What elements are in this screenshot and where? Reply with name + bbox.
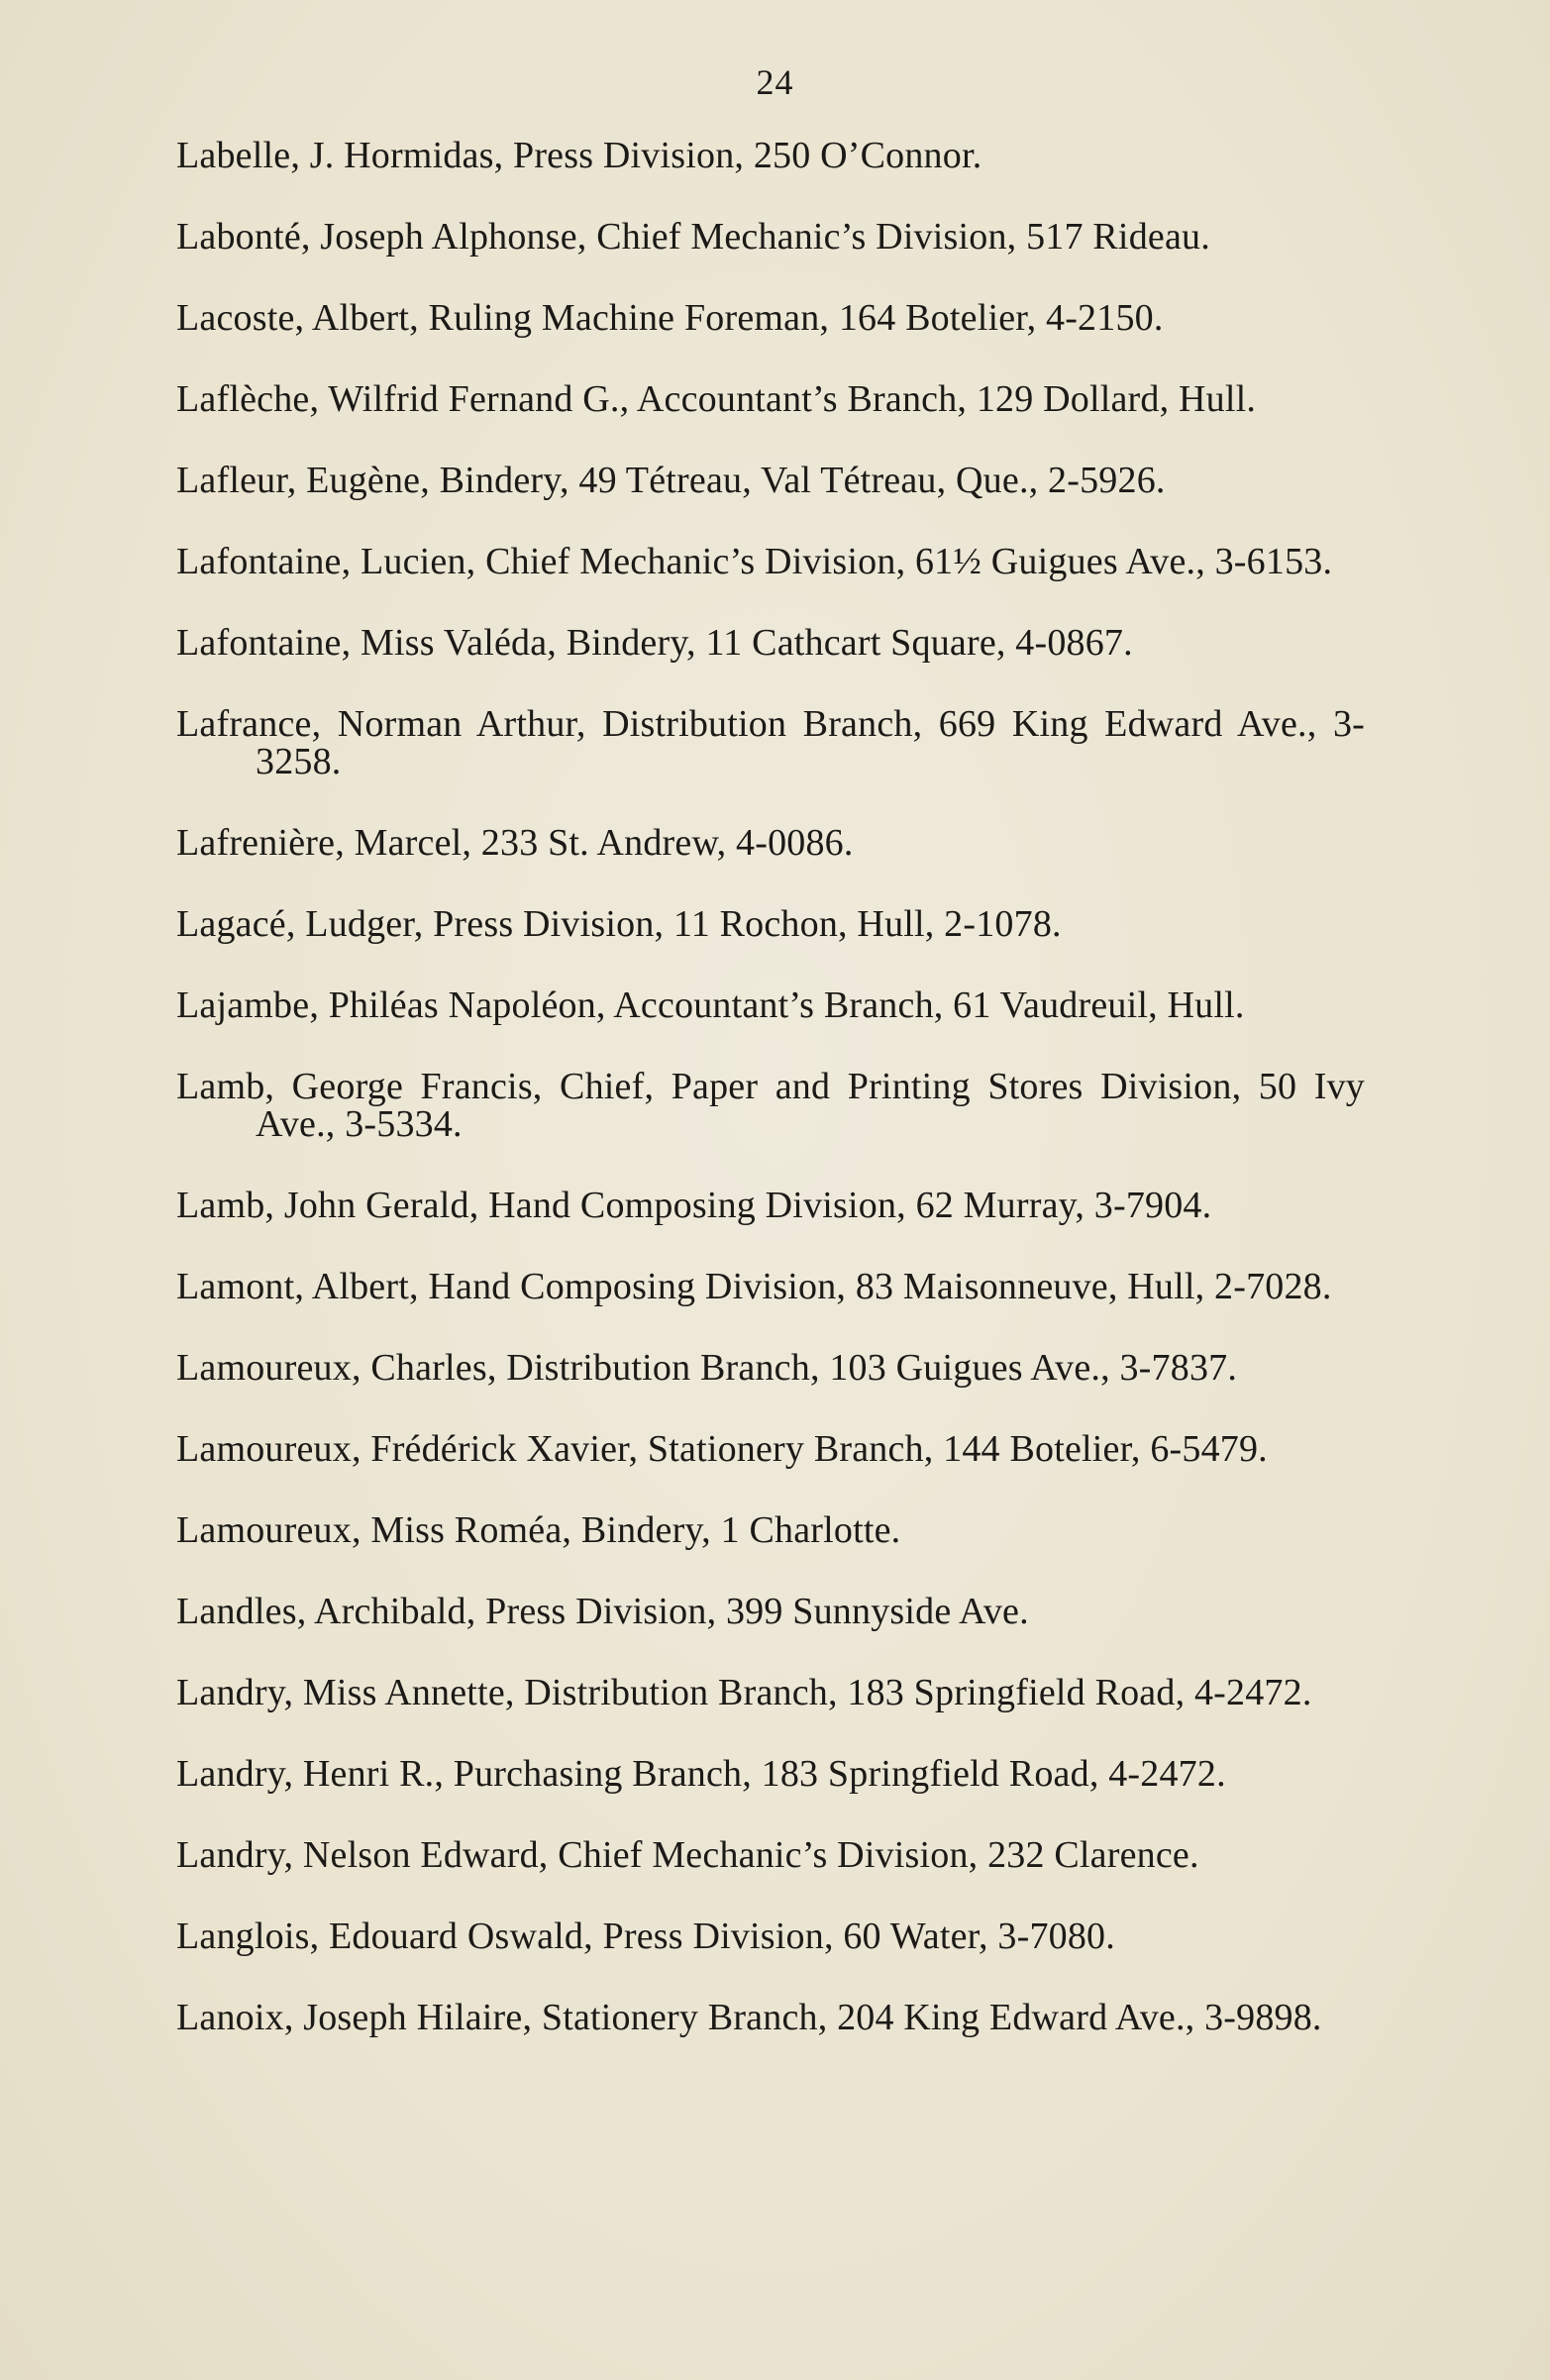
directory-entry: Lamb, John Gerald, Hand Composing Division, 62 Murray, 3-7904. (176, 1185, 1212, 1226)
page-number: 24 (756, 62, 794, 102)
directory-entry: Laflèche, Wilfrid Fernand G., Accountant’s Branch, 129 Dollard, Hull. (176, 378, 1257, 420)
directory-entry: Lanoix, Joseph Hilaire, Stationery Branch, 204 King Edward Ave., 3-9898. (176, 1997, 1322, 2038)
directory-entry: Lamoureux, Charles, Distribution Branch, 103 Guigues Ave., 3-7837. (176, 1347, 1238, 1389)
directory-entry: Lafrance, Norman Arthur, Distribution Branch, 669 King Edward Ave., 3-3258. (176, 703, 1365, 782)
directory-entry: Langlois, Edouard Oswald, Press Division, 60 Water, 3-7080. (176, 1915, 1115, 1957)
directory-list (176, 137, 1365, 2080)
directory-entry: Landry, Miss Annette, Distribution Branch, 183 Springfield Road, 4-2472. (176, 1672, 1312, 1713)
directory-entry: Lafleur, Eugène, Bindery, 49 Tétreau, Val Tétreau, Que., 2-5926. (176, 460, 1166, 501)
directory-entry: Landry, Henri R., Purchasing Branch, 183 Springfield Road, 4-2472. (176, 1753, 1226, 1795)
directory-entry: Lagacé, Ludger, Press Division, 11 Rochon, Hull, 2-1078. (176, 903, 1062, 945)
directory-entry: Landry, Nelson Edward, Chief Mechanic’s Division, 232 Clarence. (176, 1834, 1199, 1876)
directory-entry: Lamb, George Francis, Chief, Paper and Printing Stores Division, 50 Ivy Ave., 3-5334. (176, 1066, 1365, 1145)
directory-entry: Lamoureux, Frédérick Xavier, Stationery Branch, 144 Botelier, 6-5479. (176, 1428, 1268, 1470)
directory-entry: Labelle, J. Hormidas, Press Division, 250 O’Connor. (176, 135, 982, 176)
directory-entry: Lacoste, Albert, Ruling Machine Foreman, 164 Botelier, 4-2150. (176, 297, 1164, 339)
directory-entry: Lafontaine, Miss Valéda, Bindery, 11 Cathcart Square, 4-0867. (176, 622, 1133, 664)
directory-entry: Lafontaine, Lucien, Chief Mechanic’s Division, 61½ Guigues Ave., 3-6153. (176, 541, 1333, 582)
directory-entry: Labonté, Joseph Alphonse, Chief Mechanic’s Division, 517 Rideau. (176, 216, 1210, 258)
directory-entry: Lafrenière, Marcel, 233 St. Andrew, 4-0086. (176, 822, 854, 864)
directory-entry: Lamoureux, Miss Roméa, Bindery, 1 Charlotte. (176, 1509, 901, 1551)
directory-entry: Lamont, Albert, Hand Composing Division, 83 Maisonneuve, Hull, 2-7028. (176, 1266, 1332, 1307)
directory-entry: Lajambe, Philéas Napoléon, Accountant’s Branch, 61 Vaudreuil, Hull. (176, 984, 1245, 1026)
directory-entry: Landles, Archibald, Press Division, 399 Sunnyside Ave. (176, 1591, 1029, 1632)
